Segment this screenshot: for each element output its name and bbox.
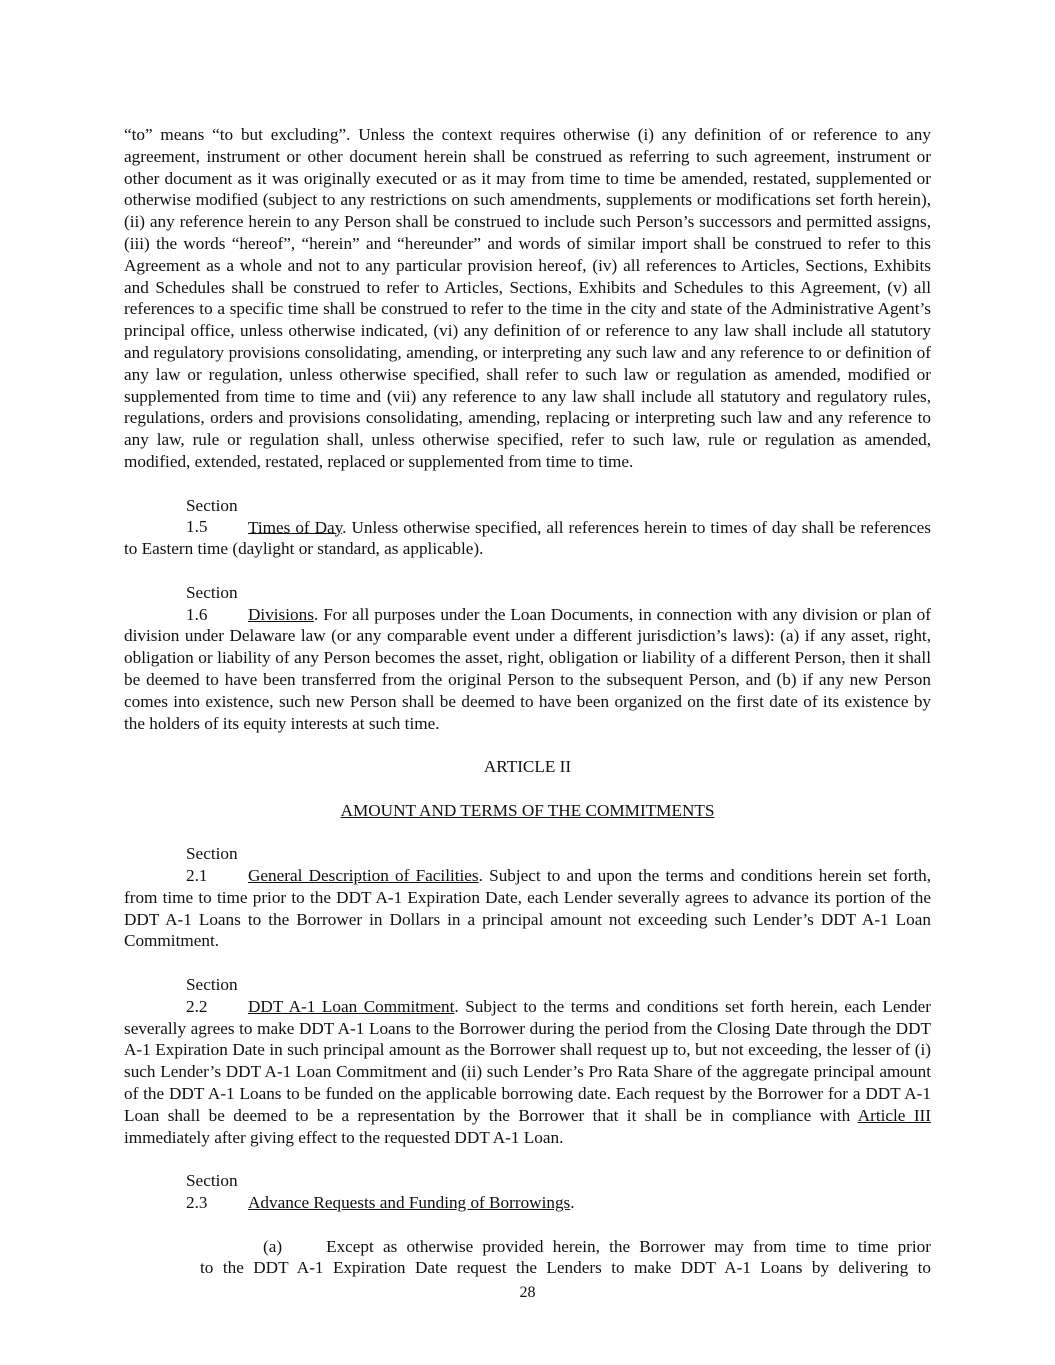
spacer <box>124 778 931 800</box>
section-number: Section 1.6 <box>186 582 238 624</box>
section-body-end: immediately after giving effect to the requested DDT A-1 Loan. <box>124 1127 564 1147</box>
article-title-text: AMOUNT AND TERMS OF THE COMMITMENTS <box>340 800 715 820</box>
section-heading: Advance Requests and Funding of Borrowings <box>248 1193 571 1213</box>
subsection-a <box>124 1236 931 1280</box>
spacer <box>124 822 931 844</box>
subsection-a-line-1 <box>124 1236 931 1258</box>
subsection-text-1: Except as otherwise provided herein, the Borrower may from time to time prior <box>326 1236 931 1256</box>
section-2-3 <box>124 1170 931 1214</box>
section-2-2 <box>124 974 931 1148</box>
spacer <box>124 734 931 756</box>
section-body: . Subject to the terms and conditions set forth herein, each Lender severally agrees to make DDT A-1 Loans to the Borrower during the period from the Closing Date through the DDT A-1 Expiration Date in such principal amount as the Borrower shall request up to, but not exceeding, the lesser of (i) such Lender’s DDT A-1 Loan Commitment and (ii) such Lender’s Pro Rata Share of the aggregate principal amount of the DDT A-1 Loans to be funded on the applicable borrowing date. Each request by the Borrower for a DDT A-1 Loan shall be deemed to be a representation by the Borrower that it shall be in compliance with <box>124 996 931 1125</box>
section-heading: Times of Day <box>248 517 343 537</box>
section-heading: General Description of Facilities <box>248 866 479 886</box>
section-number: Section 2.1 <box>186 844 238 886</box>
section-body: . Unless otherwise specified, all references herein to times of day shall be references to Eastern time (daylight or standard, as applicable). <box>124 517 931 559</box>
document-page <box>124 124 931 1279</box>
spacer <box>124 473 931 495</box>
article-reference: Article III <box>857 1105 932 1125</box>
section-heading: Divisions <box>248 604 314 624</box>
article-title <box>124 800 931 822</box>
subsection-a-line-2: to the DDT A-1 Expiration Date request the Lenders to make DDT A-1 Loans by delivering to <box>200 1258 931 1278</box>
section-2-1 <box>124 843 931 952</box>
section-body: . Subject to and upon the terms and conditions herein set forth, from time to time prior to the DDT A-1 Expiration Date, each Lender severally agrees to advance its portion of the DDT A-1 Loans to the Borrower in Dollars in a principal amount not exceeding such Lender’s DDT A-1 Loan Commitment. <box>124 866 931 951</box>
subsection-label: (a) <box>263 1236 283 1256</box>
section-body: . For all purposes under the Loan Documents, in connection with any division or plan of division under Delaware law (or any comparable event under a different jurisdiction’s laws): (a) if any asset, right, obligation or liability of any Person becomes the asset, right, obligation or liability of a different Person, then it shall be deemed to have been transferred from the original Person to the subsequent Person, and (b) if any new Person comes into existence, such new Person shall be deemed to have been organized on the first date of its existence by the holders of its equity interests at such time. <box>124 604 931 733</box>
spacer <box>124 1214 931 1236</box>
spacer <box>124 1148 931 1170</box>
spacer <box>124 560 931 582</box>
section-number: Section 1.5 <box>186 495 238 537</box>
page-number: 28 <box>519 1284 536 1301</box>
section-1-5 <box>124 495 931 560</box>
section-number: Section 2.3 <box>186 1171 238 1213</box>
section-number: Section 2.2 <box>186 975 238 1016</box>
section-1-6 <box>124 582 931 735</box>
article-number: ARTICLE II <box>483 757 572 777</box>
spacer <box>124 952 931 974</box>
section-heading-end: . <box>570 1193 575 1213</box>
section-heading: DDT A-1 Loan Commitment <box>248 996 455 1016</box>
opening-paragraph: “to” means “to but excluding”. Unless the context requires otherwise (i) any definition of or reference to any agreement, instrument or other document herein shall be construed as referring to such agreement, instrument or other document as it was originally executed or as it may from time to time be amended, restated, supplemented or otherwise modified (subject to any restrictions on such amendments, supplements or modifications set forth herein), (ii) any reference herein to any Person shall be construed to include such Person’s successors and permitted assigns, (iii) the words “hereof”, “herein” and “hereunder” and words of similar import shall be construed to refer to this Agreement as a whole and not to any particular provision hereof, (iv) all references to Articles, Sections, Exhibits and Schedules shall be construed to refer to Articles, Sections, Exhibits and Schedules to this Agreement, (v) all references to a specific time shall be construed to refer to the time in the city and state of the Administrative Agent’s principal office, unless otherwise indicated, (vi) any definition of or reference to any law shall include all statutory and regulatory provisions consolidating, amending, or interpreting any such law and any reference to or definition of any law or regulation, unless otherwise specified, shall refer to such law or regulation as amended, modified or supplemented from time to time and (vii) any reference to any law shall include all statutory and regulatory rules, regulations, orders and provisions consolidating, amending, replacing or interpreting such law and any reference to any law, rule or regulation shall, unless otherwise specified, refer to such law, rule or regulation as amended, modified, extended, restated, replaced or supplemented from time to time. <box>124 125 931 471</box>
